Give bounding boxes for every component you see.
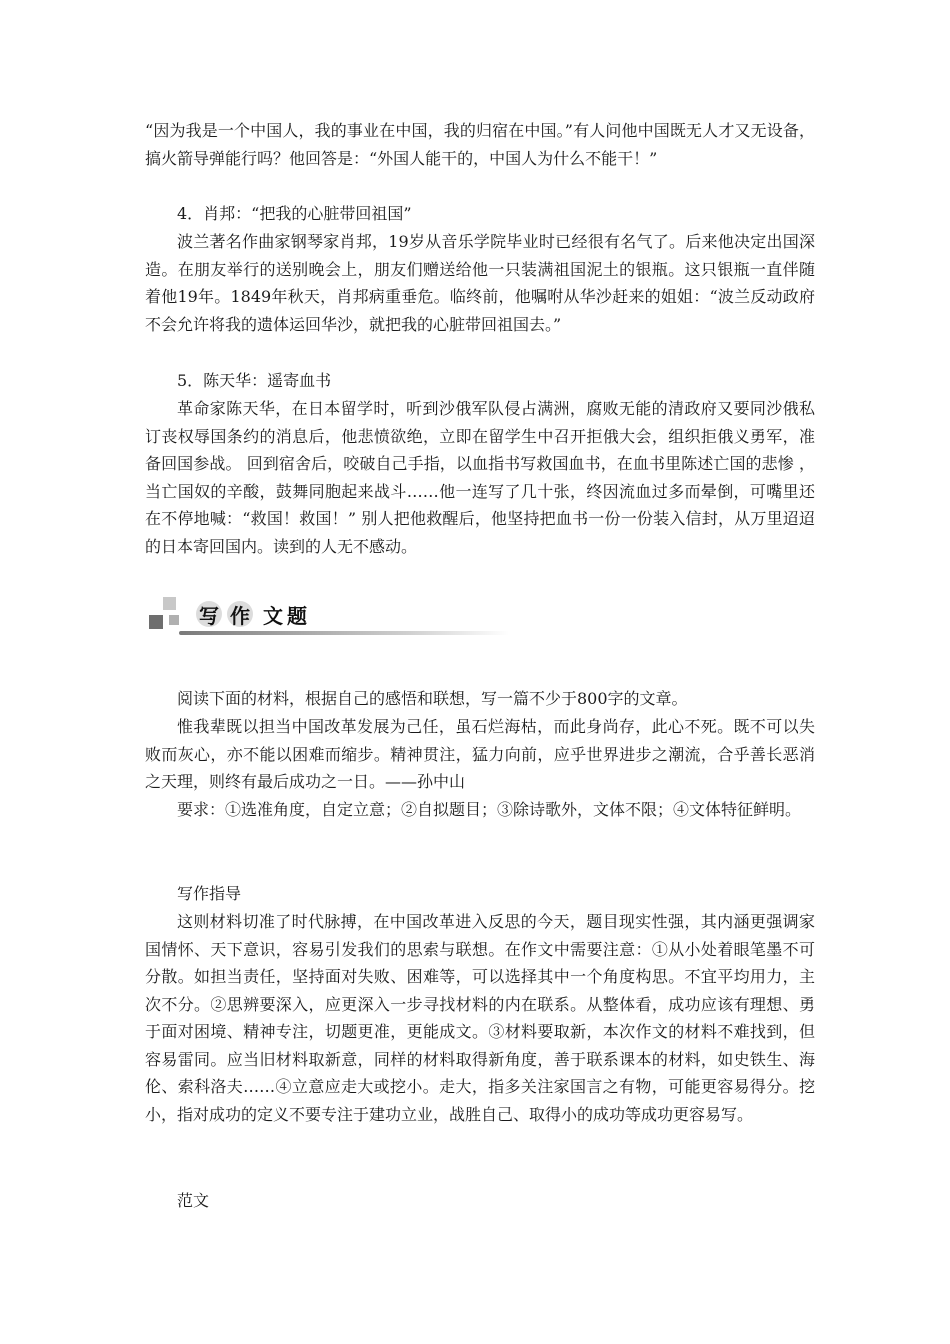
writing-topic-banner (145, 593, 515, 641)
section-heading-chen-tianhua: 5．陈天华：遥寄血书 (177, 371, 332, 390)
task-intro: 阅读下面的材料，根据自己的感悟和联想，写一篇不少于800字的文章。 (177, 689, 688, 708)
banner-char: 题 (287, 604, 307, 628)
paragraph-qian-xuesen-quote: “因为我是一个中国人，我的事业在中国，我的归宿在中国。”有人问他中国既无人才又无设备，搞火箭导弹能行吗？他回答是：“外国人能干的，中国人为什么不能干！” (145, 121, 815, 168)
sample-heading: 范文 (177, 1191, 210, 1210)
banner-char: 写 (199, 604, 219, 628)
banner-square-decoration (149, 615, 163, 629)
banner-char: 作 (230, 604, 250, 628)
task-quote: 惟我辈既以担当中国改革发展为己任，虽石烂海枯，而此身尚存，此心不死。既不可以失败而灰心，亦不能以困难而缩步。精神贯注，猛力向前，应乎世界进步之潮流，合乎善长恶消之天理，则终有最后成功之一日。——孙中山 (145, 717, 815, 791)
banner-char: 文 (263, 604, 283, 628)
section-heading-chopin: 4．肖邦：“把我的心脏带回祖国” (177, 204, 412, 223)
guide-body: 这则材料切准了时代脉搏，在中国改革进入反思的今天，题目现实性强，其内涵更强调家国情怀、天下意识，容易引发我们的思索与联想。在作文中需要注意：①从小处着眼笔墨不可分散。如担当责任，坚持面对失败、困难等，可以选择其中一个角度构思。不宜平均用力，主次不分。②思辨要深入，应更深入一步寻找材料的内在联系。从整体看，成功应该有理想、勇于面对困境、精神专注，切题更准，更能成文。③材料要取新，本次作文的材料不难找到，但容易雷同。应当旧材料取新意，同样的材料取得新角度，善于联系课本的材料，如史铁生、海伦、索科洛夫……④立意应走大或挖小。走大，指多关注家国言之有物，可能更容易得分。挖小，指对成功的定义不要专注于建功立业，战胜自己、取得小的成功等成功更容易写。 (145, 912, 815, 1124)
banner-square-decoration (163, 597, 176, 610)
task-requirements: 要求：①选准角度，自定立意；②自拟题目；③除诗歌外，文体不限；④文体特征鲜明。 (177, 800, 802, 819)
banner-underline (179, 631, 509, 635)
guide-heading: 写作指导 (177, 884, 242, 903)
banner-square-decoration (169, 615, 179, 625)
paragraph-chen-tianhua: 革命家陈天华，在日本留学时，听到沙俄军队侵占满洲，腐败无能的清政府又要同沙俄私订丧权辱国条约的消息后，他悲愤欲绝，立即在留学生中召开拒俄大会，组织拒俄义勇军，准备回国参战。 回到宿舍后，咬破自己手指，以血指书写救国血书，在血书里陈述亡国的悲惨 ，当亡国奴的辛酸，鼓舞同胞起来战斗……他一连写了几十张，终因流血过多而晕倒，可嘴里还在不停地喊：“救国！救国！” 别人把他救醒后，他坚持把血书一份一份装入信封，从万里迢迢的日本寄回国内。读到的人无不感动。 (145, 399, 815, 556)
paragraph-chopin: 波兰著名作曲家钢琴家肖邦，19岁从音乐学院毕业时已经很有名气了。后来他决定出国深造。在朋友举行的送别晚会上，朋友们赠送给他一只装满祖国泥土的银瓶。这只银瓶一直伴随着他19年。1849年秋天，肖邦病重垂危。临终前，他嘱咐从华沙赶来的姐姐：“波兰反动政府不会允许将我的遗体运回华沙，就把我的心脏带回祖国去。” (145, 232, 815, 334)
